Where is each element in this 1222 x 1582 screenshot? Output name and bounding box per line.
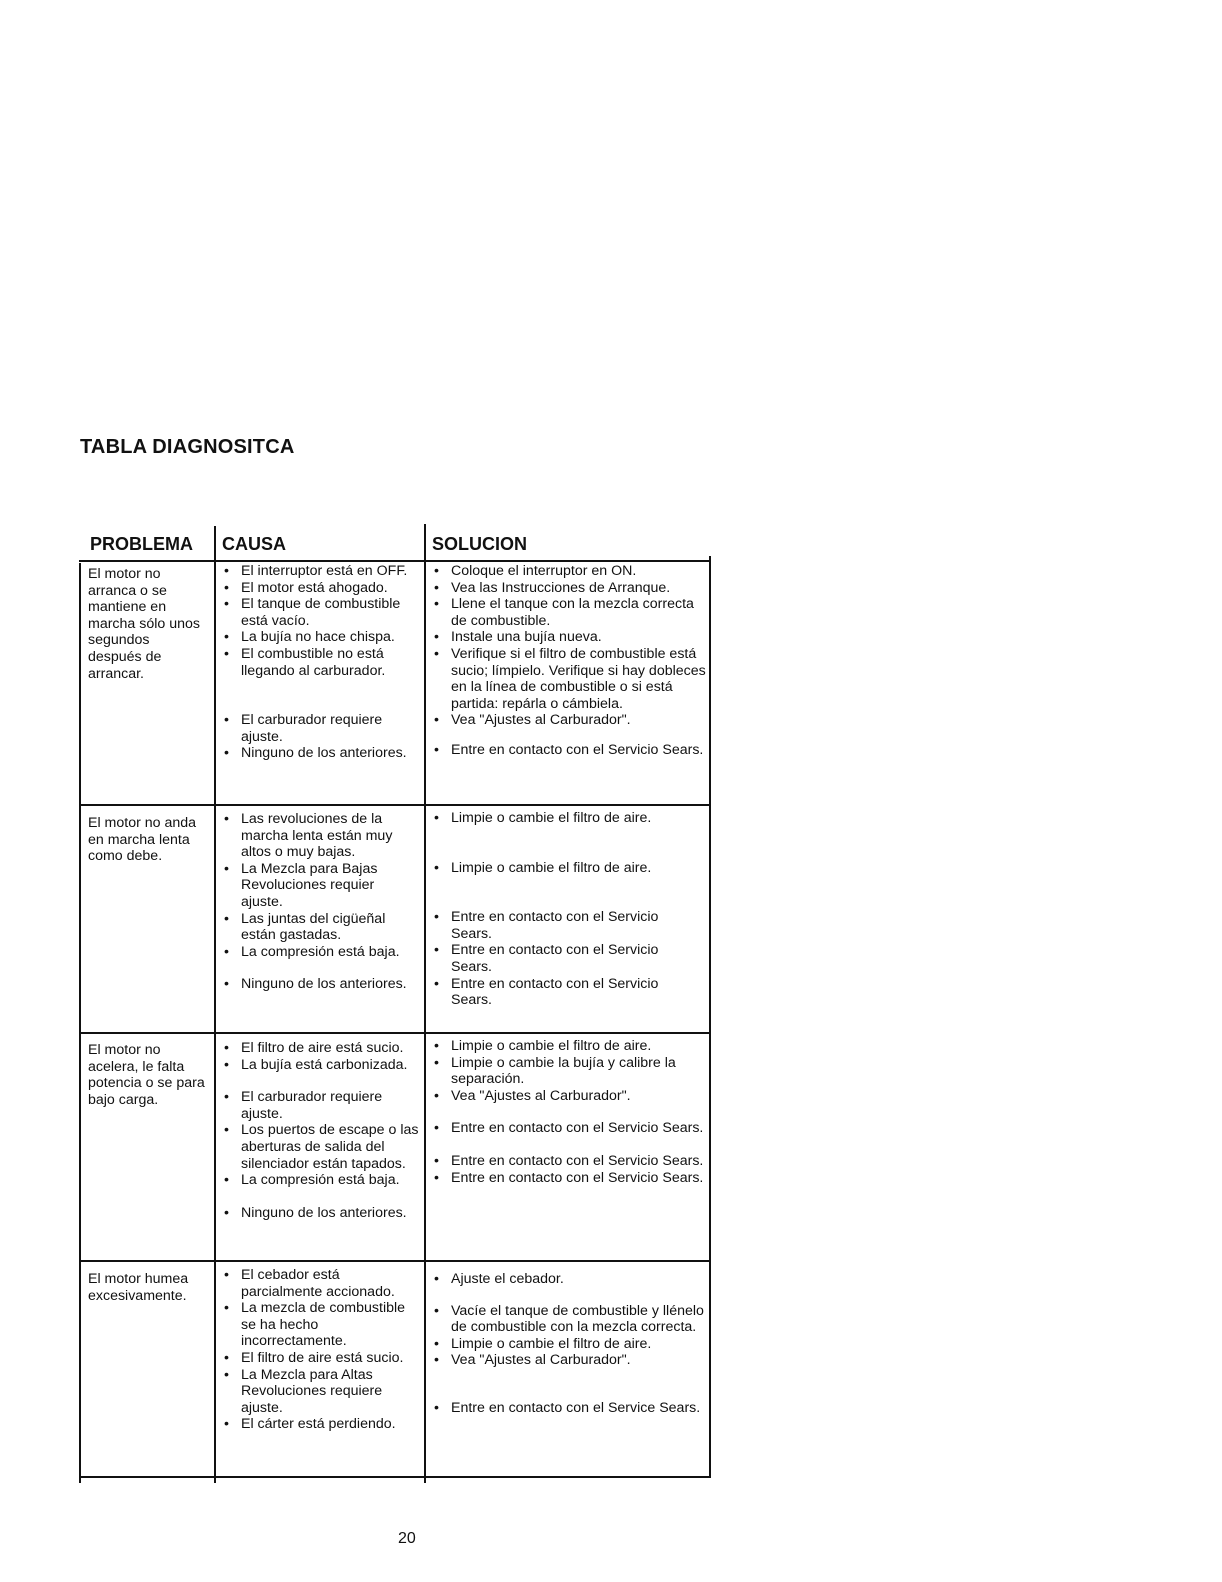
list-item: • Entre en contacto con el Service Sears.: [434, 1400, 706, 1417]
header-rule: [79, 560, 711, 562]
page-number: 20: [398, 1530, 416, 1547]
cause-cell: [224, 563, 424, 762]
header-cause: CAUSA: [222, 534, 287, 554]
cause-cell: [224, 1040, 424, 1221]
list-item: • Vea "Ajustes al Carburador".: [434, 1352, 706, 1369]
list-item: • La bujía no hace chispa.: [224, 629, 424, 646]
table-bottom-border: [79, 1476, 711, 1478]
list-item: • Entre en contacto con el Servicio Sears.: [434, 1153, 706, 1170]
table-left-border: [79, 563, 81, 1483]
problem-cell: El motor humea excesivamente.: [88, 1271, 189, 1304]
row-divider-2: [79, 1032, 711, 1034]
list-item: • Ninguno de los anteriores.: [224, 976, 414, 993]
list-item: • Ninguno de los anteriores.: [224, 1205, 424, 1222]
list-item: • Entre en contacto con el Servicio Sears.: [434, 1170, 706, 1187]
list-item: • El motor está ahogado.: [224, 580, 424, 597]
problem-cell: El motor no anda en marcha lenta como debe.: [88, 815, 197, 865]
row-divider-1: [79, 804, 711, 806]
list-item: • Verifique si el filtro de combustible está sucio; límpielo. Verifique si hay dobleces en la línea de combustible o si está partida: repárla o cámbiela.: [434, 646, 706, 712]
list-item: • La compresión está baja.: [224, 944, 414, 961]
list-item: • El carburador requiere ajuste.: [224, 1089, 424, 1122]
header-problem: PROBLEMA: [90, 534, 193, 554]
list-item: • Entre en contacto con el Servicio Sears.: [434, 909, 699, 942]
solution-cell: [434, 810, 699, 1009]
solution-cell: [434, 1271, 706, 1417]
list-item: • El cebador está parcialmente accionado.: [224, 1267, 422, 1300]
list-item: • Limpie o cambie el filtro de aire.: [434, 810, 699, 827]
list-item: • Vea las Instrucciones de Arranque.: [434, 580, 706, 597]
list-item: • Entre en contacto con el Servicio Sears.: [434, 1120, 706, 1137]
list-item: • La Mezcla para Altas Revoluciones requiere ajuste.: [224, 1367, 422, 1417]
list-item: • Vea "Ajustes al Carburador".: [434, 1088, 706, 1105]
column-divider-cause: [214, 526, 216, 1483]
cause-cell: [224, 1267, 422, 1433]
list-item: • El cárter está perdiendo.: [224, 1416, 422, 1433]
list-item: • Vacíe el tanque de combustible y llénelo de combustible con la mezcla correcta.: [434, 1303, 706, 1336]
list-item: • Instale una bujía nueva.: [434, 629, 706, 646]
header-solution: SOLUCION: [432, 534, 528, 554]
list-item: • Limpie o cambie el filtro de aire.: [434, 1038, 706, 1055]
list-item: • La bujía está carbonizada.: [224, 1057, 424, 1074]
row-divider-3: [79, 1260, 711, 1262]
list-item: • El carburador requiere ajuste.: [224, 712, 424, 745]
list-item: • El combustible no está llegando al carburador.: [224, 646, 424, 679]
list-item: • Los puertos de escape o las aberturas de salida del silenciador están tapados.: [224, 1122, 424, 1172]
list-item: • El interruptor está en OFF.: [224, 563, 424, 580]
list-item: • Ninguno de los anteriores.: [224, 745, 424, 762]
list-item: • Entre en contacto con el Servicio Sears.: [434, 742, 706, 759]
solution-cell: [434, 1038, 706, 1186]
list-item: • Limpie o cambie el filtro de aire.: [434, 860, 699, 877]
page-title: TABLA DIAGNOSITCA: [80, 436, 295, 458]
list-item: • Llene el tanque con la mezcla correcta de combustible.: [434, 596, 706, 629]
table-right-border: [709, 556, 711, 1478]
list-item: • Entre en contacto con el Servicio Sears.: [434, 976, 699, 1009]
list-item: • Limpie o cambie el filtro de aire.: [434, 1336, 706, 1353]
list-item: • Coloque el interruptor en ON.: [434, 563, 706, 580]
list-item: • El filtro de aire está sucio.: [224, 1350, 422, 1367]
problem-cell: El motor no acelera, le falta potencia o se para bajo carga.: [88, 1042, 205, 1108]
problem-cell: El motor no arranca o se mantiene en marcha sólo unos segundos después de arrancar.: [88, 566, 200, 682]
column-divider-solution: [424, 524, 426, 1483]
list-item: • Las revoluciones de la marcha lenta están muy altos o muy bajas.: [224, 811, 414, 861]
solution-cell: [434, 563, 706, 759]
list-item: • La mezcla de combustible se ha hecho incorrectamente.: [224, 1300, 422, 1350]
list-item: • La compresión está baja.: [224, 1172, 424, 1189]
list-item: • Ajuste el cebador.: [434, 1271, 706, 1288]
list-item: • Limpie o cambie la bujía y calibre la separación.: [434, 1055, 706, 1088]
list-item: • El tanque de combustible está vacío.: [224, 596, 424, 629]
list-item: • Vea "Ajustes al Carburador".: [434, 712, 706, 729]
cause-cell: [224, 811, 414, 993]
list-item: • El filtro de aire está sucio.: [224, 1040, 424, 1057]
list-item: • Entre en contacto con el Servicio Sears.: [434, 942, 699, 975]
list-item: • La Mezcla para Bajas Revoluciones requier ajuste.: [224, 861, 414, 911]
list-item: • Las juntas del cigüeñal están gastadas.: [224, 911, 414, 944]
